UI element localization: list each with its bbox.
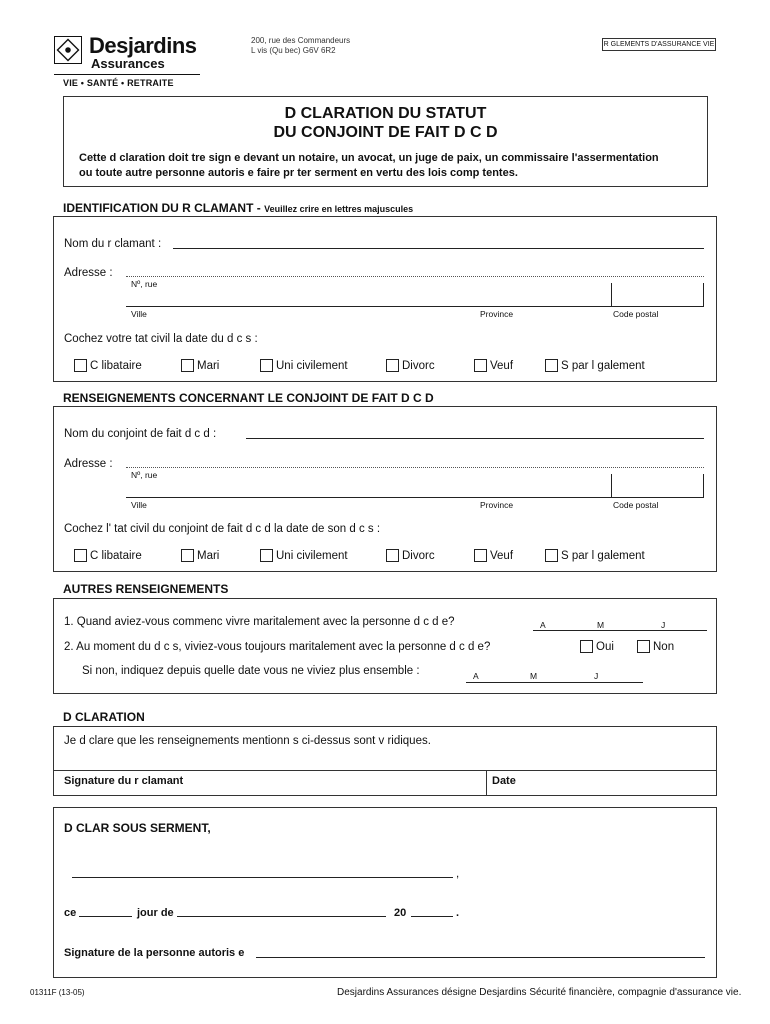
- claimant-civil-label-separe: S par l galement: [561, 360, 645, 372]
- claimant-heading: IDENTIFICATION DU R CLAMANT - Veuillez crire en lettres majuscules: [63, 201, 414, 215]
- spouse-civil-checkbox-marie[interactable]: [181, 549, 194, 562]
- oath-comma: ,: [456, 868, 460, 880]
- claimant-civil-options: [74, 359, 694, 375]
- spouse-civil-options: [74, 549, 694, 565]
- spouse-address-label: Adresse :: [64, 458, 113, 470]
- question-3: Si non, indiquez depuis quelle date vous ne viviez plus ensemble :: [82, 665, 420, 677]
- page-title: [63, 104, 708, 142]
- oath-month-field[interactable]: [177, 916, 386, 917]
- q3-day-label: J: [594, 671, 599, 681]
- spouse-civil-label-uni: Uni civilement: [276, 550, 348, 562]
- spouse-civil-label-separe: S par l galement: [561, 550, 645, 562]
- spouse-postal-divider-right: [703, 474, 704, 497]
- claimant-civil-label-celibataire: C libataire: [90, 360, 142, 372]
- declaration-divider: [53, 770, 717, 771]
- q2-no-checkbox[interactable]: [637, 640, 650, 653]
- form-code: 01311F (13-05): [30, 988, 85, 997]
- spouse-name-label: Nom du conjoint de fait d c d :: [64, 428, 217, 440]
- spouse-civil-label-divorce: Divorc: [402, 550, 435, 562]
- q1-year-label: A: [540, 620, 546, 630]
- claimant-province-label: Province: [480, 309, 514, 319]
- other-heading: AUTRES RENSEIGNEMENTS: [63, 582, 229, 596]
- oath-jour-de-label: jour de: [137, 907, 174, 919]
- claimant-signature-field[interactable]: [55, 772, 484, 794]
- claimant-signature-label: Signature du r clamant: [64, 775, 184, 787]
- spouse-civil-checkbox-uni[interactable]: [260, 549, 273, 562]
- claimant-civil-checkbox-marie[interactable]: [181, 359, 194, 372]
- brand-name: Desjardins: [89, 33, 197, 58]
- desjardins-logo-icon: [54, 36, 82, 64]
- oath-period: .: [456, 907, 460, 919]
- q1-day-label: J: [661, 620, 666, 630]
- claimant-heading-sub: Veuillez crire en lettres majuscules: [264, 204, 414, 214]
- title-line-1: D CLARATION DU STATUT: [284, 105, 487, 122]
- spouse-name-field[interactable]: [246, 438, 704, 439]
- spouse-civil-checkbox-divorce[interactable]: [386, 549, 399, 562]
- claimant-civil-checkbox-divorce[interactable]: [386, 359, 399, 372]
- footer-note: Desjardins Assurances désigne Desjardins Sécurité financière, compagnie d'assurance vie.: [337, 987, 742, 998]
- claimant-city-label: Ville: [131, 309, 147, 319]
- declaration-sig-divider: [486, 770, 487, 796]
- postal-divider: [611, 283, 612, 306]
- spouse-province-label: Province: [480, 500, 514, 510]
- oath-heading: D CLAR SOUS SERMENT,: [64, 821, 211, 835]
- claimant-address-label: Adresse :: [64, 267, 113, 279]
- address-line-1: 200, rue des Commandeurs: [251, 36, 351, 45]
- q1-date-field[interactable]: [533, 630, 707, 631]
- claimant-civil-label-uni: Uni civilement: [276, 360, 348, 372]
- postal-divider-right: [703, 283, 704, 306]
- title-note: [79, 151, 699, 181]
- address-line-2: L vis (Qu bec) G6V 6R2: [251, 46, 336, 55]
- brand-tagline: VIE • SANTÉ • RETRAITE: [63, 78, 174, 88]
- spouse-street-label: Nº, rue: [131, 470, 158, 480]
- q2-no-label: Non: [653, 641, 675, 653]
- brand-sub: Assurances: [91, 56, 165, 71]
- claimant-street-label: Nº, rue: [131, 279, 158, 289]
- note-line-2: ou toute autre personne autoris e faire pr ter serment en vertu des lois comp tentes.: [79, 167, 518, 179]
- spouse-city-label: Ville: [131, 500, 147, 510]
- department-ref: R GLEMENTS D'ASSURANCE VIE: [602, 38, 716, 51]
- spouse-heading: RENSEIGNEMENTS CONCERNANT LE CONJOINT DE FAIT D C D: [63, 391, 434, 405]
- declaration-date-label: Date: [492, 775, 516, 787]
- claimant-civil-label: Cochez votre tat civil la date du d c s :: [64, 333, 258, 345]
- claimant-street-field[interactable]: [126, 276, 704, 277]
- note-line-1: Cette d claration doit tre sign e devant un notaire, un avocat, un juge de paix, un commissaire l'assermentation: [79, 152, 659, 164]
- company-address: [251, 36, 350, 56]
- oath-year-label: 20: [394, 907, 407, 919]
- oath-day-field[interactable]: [79, 916, 132, 917]
- q1-month-label: M: [597, 620, 605, 630]
- declaration-text: Je d clare que les renseignements mentionn s ci-dessus sont v ridiques.: [64, 735, 431, 747]
- claimant-civil-checkbox-celibataire[interactable]: [74, 359, 87, 372]
- q3-date-field[interactable]: [466, 682, 643, 683]
- declaration-heading: D CLARATION: [63, 710, 145, 724]
- claimant-civil-label-divorce: Divorc: [402, 360, 435, 372]
- title-line-2: DU CONJOINT DE FAIT D C D: [273, 124, 498, 141]
- q3-year-label: A: [473, 671, 479, 681]
- spouse-civil-checkbox-veuf[interactable]: [474, 549, 487, 562]
- claimant-civil-checkbox-veuf[interactable]: [474, 359, 487, 372]
- question-1: 1. Quand aviez-vous commenc vivre maritalement avec la personne d c d e?: [64, 616, 455, 628]
- spouse-street-field[interactable]: [126, 467, 704, 468]
- spouse-civil-checkbox-separe[interactable]: [545, 549, 558, 562]
- q2-yes-checkbox[interactable]: [580, 640, 593, 653]
- q2-yes-label: Oui: [596, 641, 614, 653]
- claimant-name-label: Nom du r clamant :: [64, 238, 162, 250]
- oath-year-field[interactable]: [411, 916, 453, 917]
- claimant-civil-label-veuf: Veuf: [490, 360, 514, 372]
- spouse-civil-label: Cochez l' tat civil du conjoint de fait d c d la date de son d c s :: [64, 523, 381, 535]
- authorized-signature-field[interactable]: [256, 957, 705, 958]
- claimant-civil-checkbox-uni[interactable]: [260, 359, 273, 372]
- oath-place-field[interactable]: [72, 877, 453, 878]
- spouse-postal-label: Code postal: [613, 500, 659, 510]
- spouse-civil-checkbox-celibataire[interactable]: [74, 549, 87, 562]
- spouse-civil-label-marie: Mari: [197, 550, 220, 562]
- brand-divider: [54, 74, 200, 75]
- authorized-signature-label: Signature de la personne autoris e: [64, 947, 245, 959]
- oath-ce-label: ce: [64, 907, 77, 919]
- claimant-postal-label: Code postal: [613, 309, 659, 319]
- spouse-civil-label-celibataire: C libataire: [90, 550, 142, 562]
- q3-month-label: M: [530, 671, 538, 681]
- declaration-date-field[interactable]: [488, 772, 715, 794]
- spouse-civil-label-veuf: Veuf: [490, 550, 514, 562]
- claimant-civil-checkbox-separe[interactable]: [545, 359, 558, 372]
- claimant-civil-label-marie: Mari: [197, 360, 220, 372]
- spouse-postal-divider: [611, 474, 612, 497]
- question-2: 2. Au moment du d c s, viviez-vous toujours maritalement avec la personne d c d e?: [64, 641, 491, 653]
- claimant-city-field[interactable]: [126, 306, 704, 307]
- spouse-city-field[interactable]: [126, 497, 704, 498]
- claimant-name-field[interactable]: [173, 248, 704, 249]
